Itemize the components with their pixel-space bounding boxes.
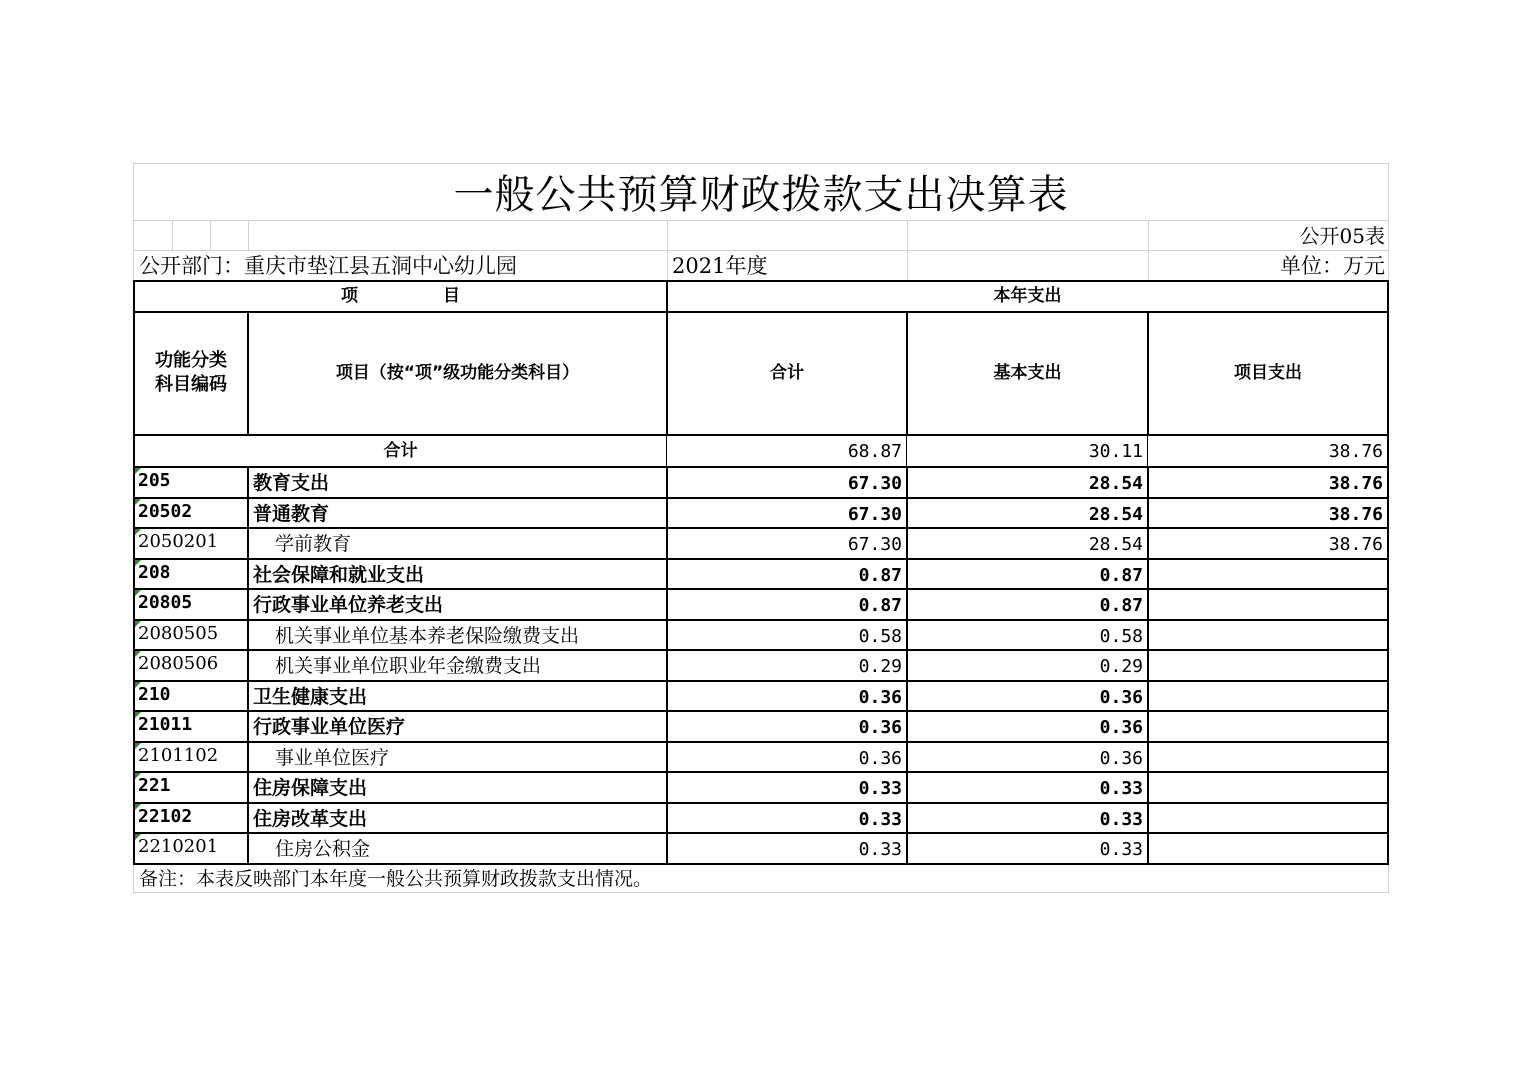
row-name: 行政事业单位医疗 [253, 716, 406, 738]
row-total: 0.36 [858, 747, 902, 769]
row-basic: 0.87 [1099, 595, 1143, 616]
row-name: 机关事业单位基本养老保险缴费支出 [275, 624, 580, 647]
row-project [1149, 773, 1383, 802]
row-name: 事业单位医疗 [275, 746, 390, 769]
row-total: 0.33 [858, 808, 902, 830]
row-name: 普通教育 [253, 502, 330, 525]
row-total: 0.33 [858, 839, 902, 860]
header-project-expenditure: 项目支出 [1234, 363, 1302, 383]
row-code: 205 [138, 470, 171, 491]
row-code: 2101102 [138, 744, 219, 766]
row-project [1149, 682, 1383, 711]
row-basic: 28.54 [1088, 534, 1143, 555]
row-total: 0.33 [858, 778, 902, 799]
row-total: 0.58 [858, 625, 902, 647]
row-name: 住房保障支出 [253, 777, 368, 799]
row-basic: 0.33 [1099, 808, 1143, 830]
total-row-total: 68.87 [847, 441, 902, 462]
row-code: 2050201 [138, 531, 219, 552]
row-basic: 28.54 [1088, 503, 1143, 525]
row-project [1149, 590, 1383, 619]
row-basic: 0.36 [1099, 717, 1143, 738]
row-code: 2210201 [138, 836, 219, 857]
page-title: 一般公共预算财政拨款支出决算表 [453, 172, 1069, 218]
row-name: 卫生健康支出 [253, 685, 368, 708]
row-project: 38.76 [1328, 503, 1383, 525]
footnote: 备注：本表反映部门本年度一般公共预算财政拨款支出情况。 [139, 868, 653, 890]
row-total: 0.87 [858, 595, 902, 616]
row-total: 0.29 [858, 656, 902, 677]
row-name: 机关事业单位职业年金缴费支出 [275, 655, 542, 677]
row-name: 社会保障和就业支出 [253, 563, 425, 586]
row-project [1149, 743, 1383, 772]
row-total: 0.36 [858, 686, 902, 708]
row-project: 38.76 [1328, 473, 1383, 494]
row-code: 208 [138, 561, 171, 583]
header-total: 合计 [770, 363, 804, 383]
header-function-code-line1: 功能分类 [155, 350, 227, 371]
row-basic: 0.58 [1099, 625, 1143, 647]
row-code: 20805 [138, 592, 193, 613]
row-basic: 0.36 [1099, 747, 1143, 769]
row-name: 住房改革支出 [253, 807, 368, 830]
header-function-code [135, 313, 247, 434]
row-code: 2080505 [138, 622, 219, 644]
row-code: 20502 [138, 500, 193, 522]
row-code: 22102 [138, 805, 193, 827]
header-basic: 基本支出 [993, 363, 1062, 383]
row-code: 21011 [138, 714, 193, 735]
row-name: 住房公积金 [275, 838, 371, 860]
row-total: 67.30 [847, 534, 902, 555]
row-basic: 0.33 [1099, 839, 1143, 860]
row-total: 0.87 [858, 564, 902, 586]
total-row-basic: 30.11 [1088, 441, 1143, 462]
header-current-year: 本年支出 [993, 286, 1062, 306]
header-function-code-line2: 科目编码 [155, 374, 227, 395]
unit-label: 单位：万元 [1280, 254, 1385, 278]
row-basic: 0.36 [1099, 686, 1143, 708]
row-basic: 28.54 [1088, 473, 1143, 494]
year-label: 2021年度 [672, 254, 768, 278]
row-basic: 0.29 [1099, 656, 1143, 677]
header-item: 项目（按“项”级功能分类科目） [335, 363, 580, 383]
row-name: 学前教育 [275, 533, 352, 555]
row-name: 教育支出 [253, 472, 330, 494]
row-project [1149, 560, 1383, 589]
row-basic: 0.87 [1099, 564, 1143, 586]
header-project: 项 目 [341, 286, 460, 306]
row-project [1149, 651, 1383, 680]
row-code: 221 [138, 775, 171, 796]
row-project [1149, 834, 1383, 863]
row-total: 0.36 [858, 717, 902, 738]
row-project [1149, 621, 1383, 650]
row-basic: 0.33 [1099, 778, 1143, 799]
table-number: 公开05表 [1299, 224, 1385, 248]
total-row-label: 合计 [383, 441, 418, 461]
row-total: 67.30 [847, 473, 902, 494]
row-code: 210 [138, 683, 171, 705]
row-project [1149, 712, 1383, 741]
total-row-project: 38.76 [1328, 441, 1383, 462]
department-label: 公开部门：重庆市垫江县五洞中心幼儿园 [139, 254, 517, 278]
row-name: 行政事业单位养老支出 [253, 594, 444, 616]
row-total: 67.30 [847, 503, 902, 525]
row-project: 38.76 [1328, 534, 1383, 555]
row-code: 2080506 [138, 653, 219, 674]
row-project [1149, 804, 1383, 833]
